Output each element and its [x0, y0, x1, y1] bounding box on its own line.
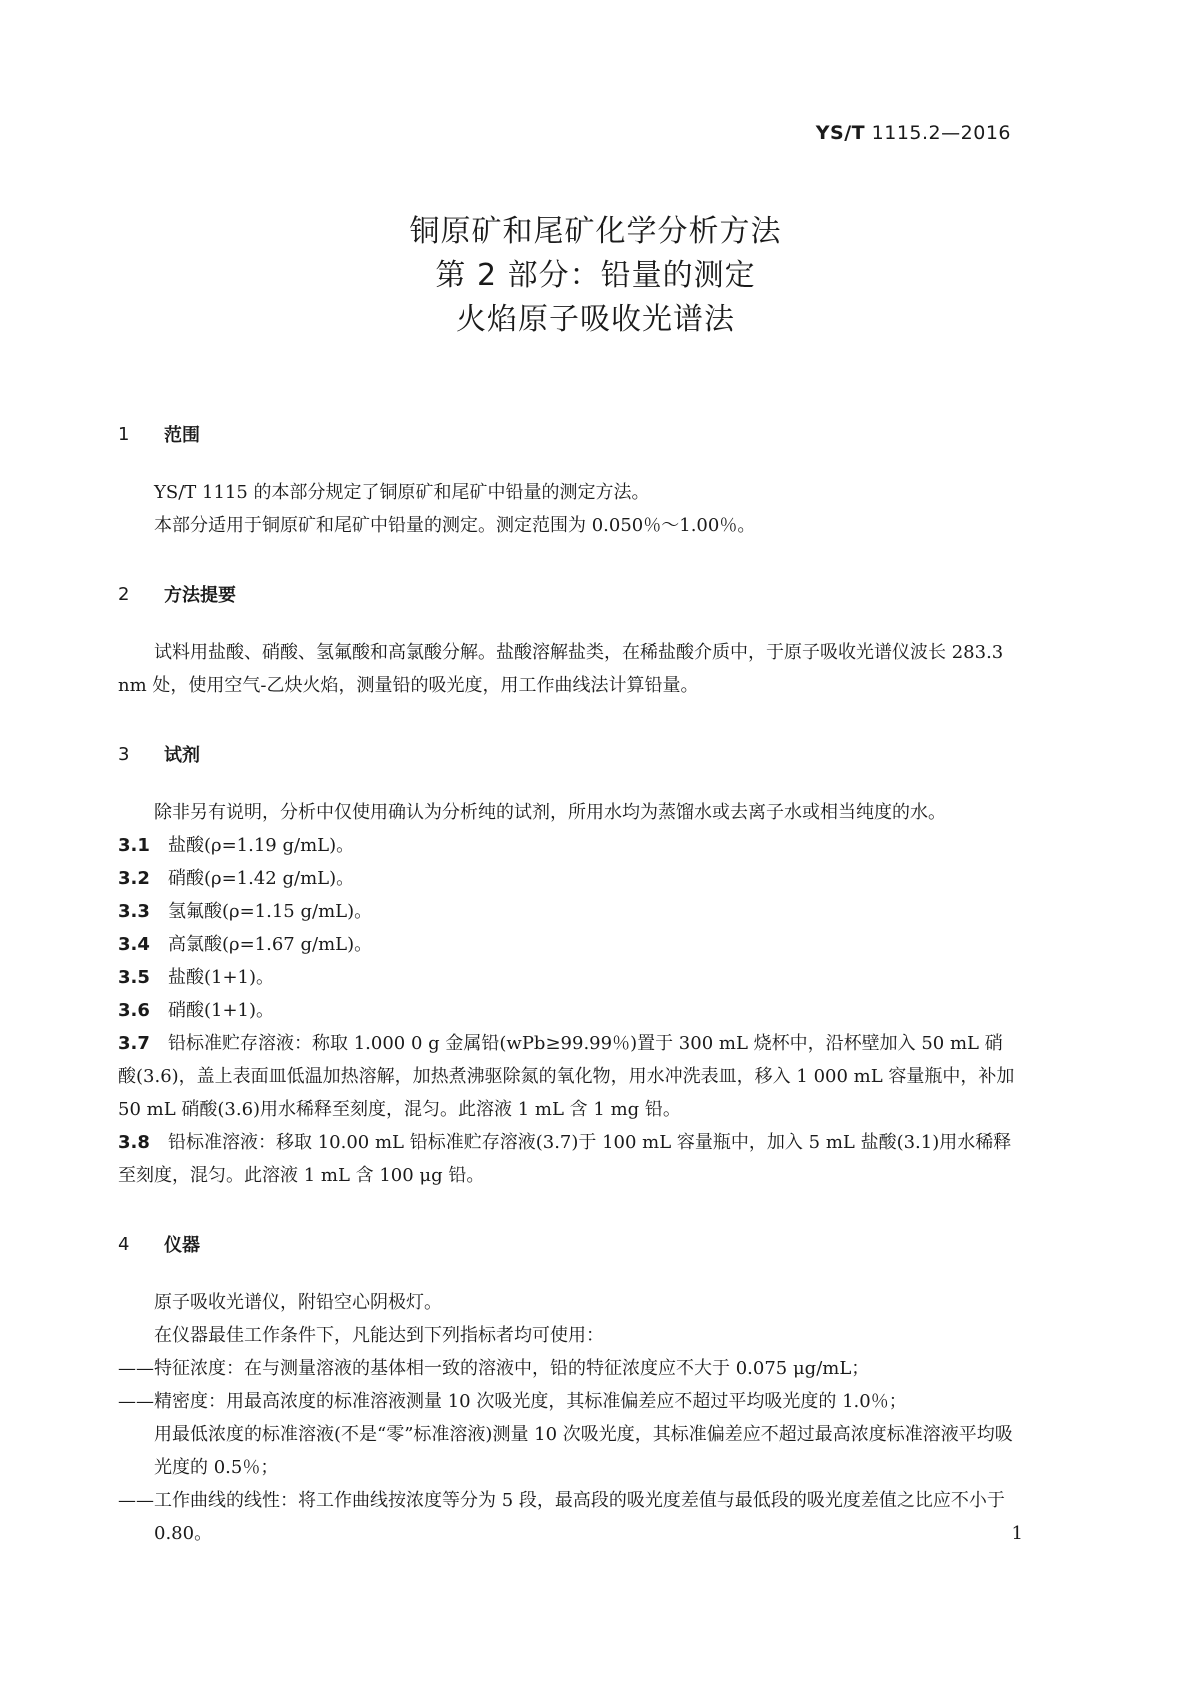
criteria-text: 精密度：用最高浓度的标准溶液测量 10 次吸光度，其标准偏差应不超过平均吸光度的 1.0％； — [154, 1391, 907, 1412]
standard-code — [816, 122, 1011, 144]
dash-marker: —— — [118, 1490, 154, 1511]
section-title: 试剂 — [164, 745, 200, 766]
criteria-item — [118, 1352, 1020, 1385]
item-number: 3.8 — [118, 1132, 150, 1153]
section-heading-scope — [118, 420, 1020, 448]
item-number: 3.7 — [118, 1033, 150, 1054]
dash-marker: —— — [118, 1391, 154, 1412]
paragraph: YS/T 1115 的本部分规定了铜原矿和尾矿中铅量的测定方法。 — [154, 482, 650, 503]
item-text: 氢氟酸(ρ=1.15 g/mL)。 — [168, 901, 373, 922]
section-heading-reagents — [118, 740, 1020, 768]
reagent-item — [118, 1027, 1020, 1126]
criteria-item — [118, 1484, 1020, 1550]
reagent-item — [118, 829, 1020, 862]
section-number: 3 — [118, 743, 130, 765]
title-line-1: 铜原矿和尾矿化学分析方法 — [409, 214, 782, 249]
section-number: 2 — [118, 583, 130, 605]
title-line-3: 火焰原子吸收光谱法 — [456, 302, 735, 337]
item-text: 硝酸(1+1)。 — [168, 1000, 275, 1021]
item-text: 铅标准贮存溶液：称取 1.000 0 g 金属铅(wPb≥99.99％)置于 300 mL 烧杯中，沿杯壁加入 50 mL 硝酸(3.6)，盖上表面皿低温加热溶解，加热煮沸驱除氮的氧化物，用水冲洗表皿，移入 1 000 mL 容量瓶中，补加 50 mL 硝酸(3.6)用水稀释至刻度，混匀。此溶液 1 mL 含 1 mg 铅。 — [118, 1033, 1015, 1120]
reagent-item — [118, 928, 1020, 961]
section-title: 仪器 — [164, 1235, 200, 1256]
item-text: 铅标准溶液：移取 10.00 mL 铅标准贮存溶液(3.7)于 100 mL 容量瓶中，加入 5 mL 盐酸(3.1)用水稀释至刻度，混匀。此溶液 1 mL 含 100 μg 铅。 — [118, 1132, 1012, 1186]
title-line-2: 第 2 部分：铅量的测定 — [435, 258, 756, 293]
page-number: 1 — [1011, 1523, 1023, 1544]
reagent-item — [118, 895, 1020, 928]
criteria-text: 特征浓度：在与测量溶液的基体相一致的溶液中，铅的特征浓度应不大于 0.075 μg/mL； — [154, 1358, 870, 1379]
item-text: 高氯酸(ρ=1.67 g/mL)。 — [168, 934, 373, 955]
document-title — [0, 210, 1191, 342]
item-text: 盐酸(1+1)。 — [168, 967, 275, 988]
item-text: 硝酸(ρ=1.42 g/mL)。 — [168, 868, 355, 889]
item-text: 盐酸(ρ=1.19 g/mL)。 — [168, 835, 355, 856]
section-number: 4 — [118, 1233, 130, 1255]
section-title: 范围 — [164, 425, 200, 446]
document-body — [118, 420, 1020, 1550]
reagent-item — [118, 994, 1020, 1027]
criteria-item — [118, 1385, 1020, 1484]
section-heading-principle — [118, 580, 1020, 608]
item-number: 3.5 — [118, 967, 150, 988]
paragraph: 除非另有说明，分析中仅使用确认为分析纯的试剂，所用水均为蒸馏水或去离子水或相当纯度的水。 — [154, 802, 946, 823]
reagent-item — [118, 961, 1020, 994]
item-number: 3.3 — [118, 901, 150, 922]
reagent-item — [118, 862, 1020, 895]
item-number: 3.1 — [118, 835, 150, 856]
reagent-item — [118, 1126, 1020, 1192]
criteria-text-continued: 用最低浓度的标准溶液(不是“零”标准溶液)测量 10 次吸光度，其标准偏差应不超过最高浓度标准溶液平均吸光度的 0.5％； — [154, 1424, 1013, 1478]
item-number: 3.6 — [118, 1000, 150, 1021]
section-title: 方法提要 — [164, 585, 236, 606]
paragraph: 在仪器最佳工作条件下，凡能达到下列指标者均可使用： — [154, 1325, 604, 1346]
section-heading-apparatus — [118, 1230, 1020, 1258]
paragraph: 原子吸收光谱仪，附铅空心阴极灯。 — [154, 1292, 442, 1313]
standard-number: 1115.2—2016 — [871, 122, 1011, 144]
item-number: 3.2 — [118, 868, 150, 889]
standard-prefix: YS/T — [815, 122, 866, 144]
paragraph: 本部分适用于铜原矿和尾矿中铅量的测定。测定范围为 0.050％～1.00％。 — [154, 515, 756, 536]
dash-marker: —— — [118, 1358, 154, 1379]
paragraph: 试料用盐酸、硝酸、氢氟酸和高氯酸分解。盐酸溶解盐类，在稀盐酸介质中，于原子吸收光谱仪波长 283.3 nm 处，使用空气-乙炔火焰，测量铅的吸光度，用工作曲线法计算铅量。 — [118, 642, 1004, 696]
item-number: 3.4 — [118, 934, 150, 955]
section-number: 1 — [118, 423, 130, 445]
criteria-text: 工作曲线的线性：将工作曲线按浓度等分为 5 段，最高段的吸光度差值与最低段的吸光度差值之比应不小于 0.80。 — [154, 1490, 1005, 1544]
